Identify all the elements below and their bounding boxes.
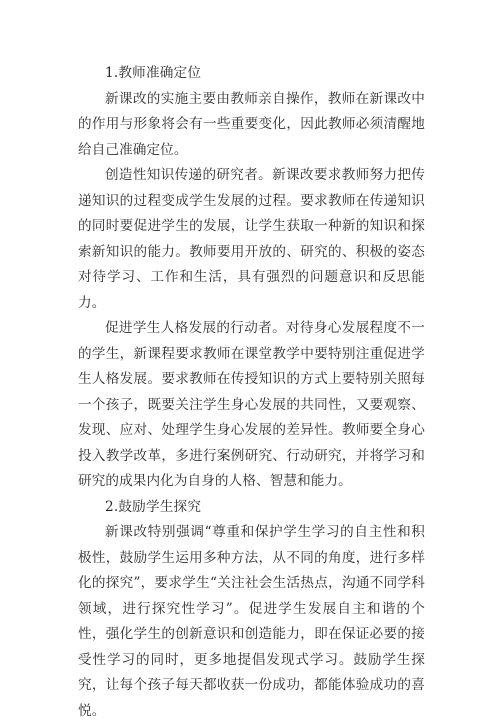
section-heading-1: 1.教师准确定位 xyxy=(105,65,202,81)
paragraph-personality: 促进学生人格发展的行动者。对待身心发展程度不一的学生，新课程要求教师在课堂教学中要特别注重促进学生人格发展。要求教师在传授知识的方式上要特别关照每一个孩子，既要关注学生身心发展的共同性，又要观察、发现、应对、处理学生身心发展的差异性。教师要全身心投入教学改革，多进行案例研究、行动研究，并将学习和研究的成果内化为自身的人格、智慧和能力。 xyxy=(78,320,425,489)
paragraph-researcher: 创造性知识传递的研究者。新课改要求教师努力把传递知识的过程变成学生发展的过程。要求教师在传递知识的同时要促进学生的发展，让学生获取一种新的知识和探索新知识的能力。教师要用开放的、研究的、积极的姿态对待学习、工作和生活，具有强烈的问题意识和反思能力。 xyxy=(78,167,425,311)
document-body xyxy=(78,61,425,724)
paragraph-intro: 新课改的实施主要由教师亲自操作，教师在新课改中的作用与形象将会有一些重要变化，因此教师必须清醒地给自己准确定位。 xyxy=(78,90,425,158)
section-heading-2: 2.鼓励学生探究 xyxy=(105,498,202,515)
paragraph-inquiry: 新课改特别强调“尊重和保护学生学习的自主性和积极性，鼓励学生运用多种方法，从不同的角度，进行多样化的探究”，要求学生“关注社会生活热点，沟通不同学科领域，进行探究性学习”。促进学生发展自主和谐的个性，强化学生的创新意识和创造能力，即在保证必要的接受性学习的同时，更多地提倡发现式学习。鼓励学生探究，让每个孩子每天都收获一份成功，都能体验成功的喜悦。 xyxy=(78,524,425,719)
